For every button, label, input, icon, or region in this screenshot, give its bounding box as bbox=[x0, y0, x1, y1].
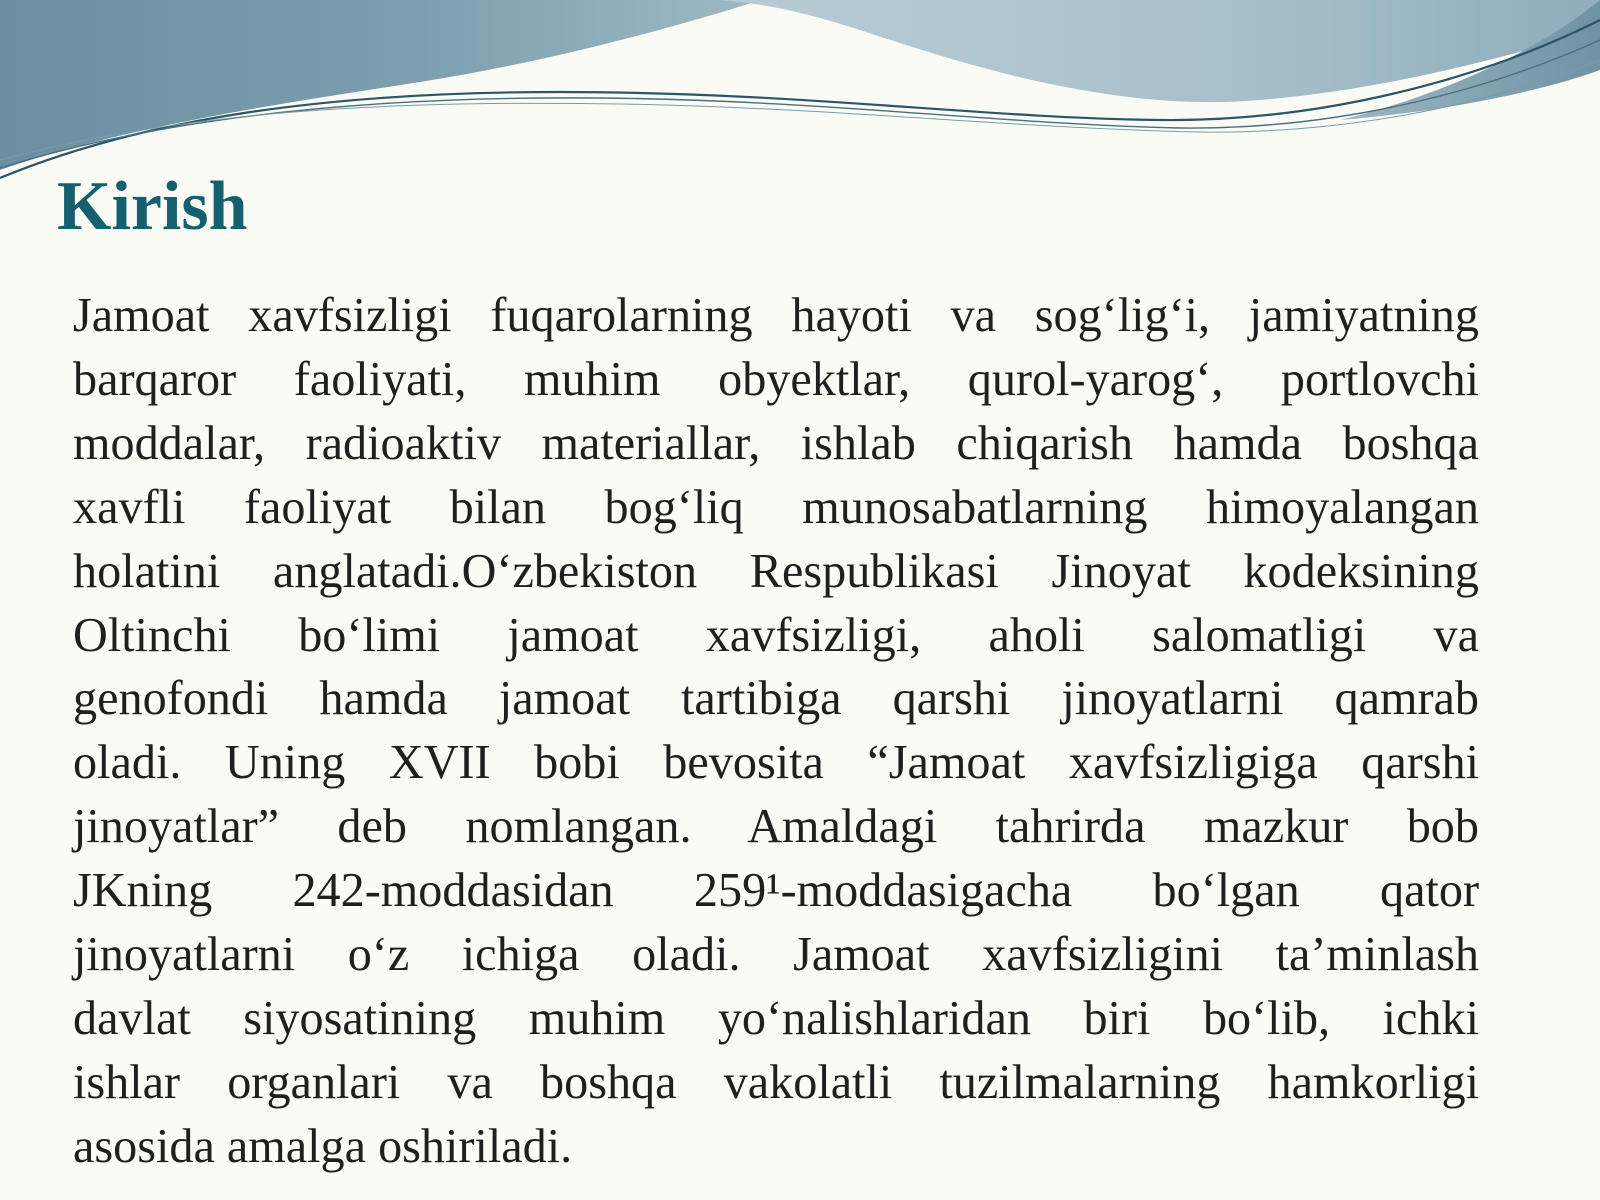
slide-title: Kirish bbox=[57, 168, 248, 245]
paragraph-line: ishlar organlari va boshqa vakolatli tuzilmalarning hamkorligi bbox=[73, 1055, 1479, 1109]
paragraph-line: oladi. Uning XVII bobi bevosita “Jamoat xavfsizligiga qarshi bbox=[73, 736, 1479, 790]
paragraph-line: moddalar, radioaktiv materiallar, ishlab chiqarish hamda boshqa bbox=[73, 416, 1479, 470]
paragraph-line: JKning 242-moddasidan 259¹-moddasigacha bo‘lgan qator bbox=[73, 864, 1479, 918]
paragraph-line: jinoyatlarni o‘z ichiga oladi. Jamoat xavfsizligini ta’minlash bbox=[73, 928, 1479, 982]
paragraph-line: holatini anglatadi.O‘zbekiston Respublikasi Jinoyat kodeksining bbox=[73, 544, 1479, 598]
wave-dark-band bbox=[0, 0, 760, 170]
paragraph-line: Oltinchi bo‘limi jamoat xavfsizligi, aholi salomatligi va bbox=[73, 608, 1479, 662]
paragraph-line: genofondi hamda jamoat tartibiga qarshi jinoyatlarni qamrab bbox=[73, 672, 1479, 726]
paragraph-line: Jamoat xavfsizligi fuqarolarning hayoti va sog‘lig‘i, jamiyatning bbox=[73, 289, 1479, 342]
paragraph-line: jinoyatlar” deb nomlangan. Amaldagi tahrirda mazkur bob bbox=[73, 800, 1479, 854]
body-paragraph bbox=[73, 284, 1479, 1179]
paragraph-line: davlat siyosatining muhim yo‘nalishlaridan biri bo‘lib, ichki bbox=[73, 991, 1479, 1045]
paragraph-line: barqaror faoliyati, muhim obyektlar, qurol-yarog‘, portlovchi bbox=[73, 352, 1479, 406]
paragraph-line: xavfli faoliyat bilan bog‘liq munosabatlarning himoyalangan bbox=[73, 480, 1479, 534]
paragraph-line-last: asosida amalga oshiriladi. bbox=[73, 1119, 573, 1173]
